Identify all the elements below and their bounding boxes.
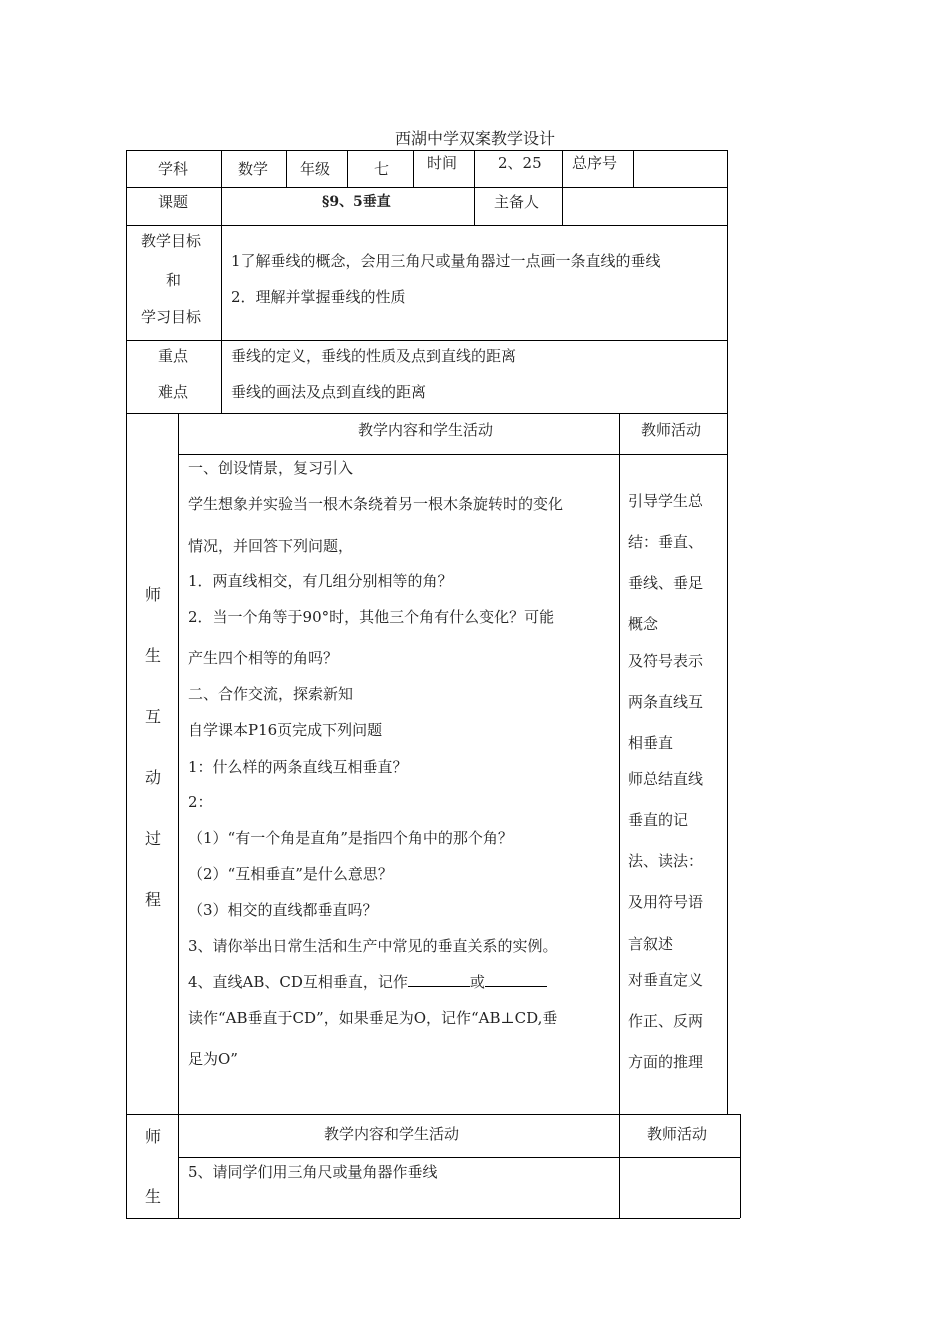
grade-value: 七 bbox=[374, 160, 390, 178]
difficulty-label: 难点 bbox=[158, 383, 189, 401]
teacher-line: 方面的推理 bbox=[628, 1053, 704, 1071]
subject-value: 数学 bbox=[238, 160, 269, 178]
content-line: （3）相交的直线都垂直吗？ bbox=[188, 901, 378, 919]
content-line: 学生想象并实验当一根木条绕着另一根木条旋转时的变化 bbox=[188, 495, 564, 513]
preparer-label: 主备人 bbox=[494, 193, 540, 211]
objective-item: 2．理解并掌握垂线的性质 bbox=[231, 288, 406, 306]
content-line: 2： bbox=[188, 793, 213, 811]
teacher-line: 对垂直定义 bbox=[628, 971, 704, 989]
notation-mid: 或 bbox=[469, 973, 485, 991]
content-line: 二、合作交流，探索新知 bbox=[188, 685, 354, 703]
content-line: 足为O” bbox=[188, 1050, 238, 1068]
content-line: 情况，并回答下列问题， bbox=[188, 537, 354, 555]
content-line: 1：什么样的两条直线互相垂直？ bbox=[188, 758, 408, 776]
content-header: 教学内容和学生活动 bbox=[324, 1125, 460, 1143]
teacher-line: 垂线、垂足 bbox=[628, 574, 704, 592]
side-char: 过 bbox=[145, 829, 162, 848]
key-point-label: 重点 bbox=[158, 347, 189, 365]
content-line: （1）“有一个角是直角”是指四个角中的那个角？ bbox=[188, 829, 513, 847]
teacher-line: 法、读法： bbox=[628, 852, 704, 870]
difficulty-value: 垂线的画法及点到直线的距离 bbox=[231, 383, 427, 401]
content-line: 5、请同学们用三角尺或量角器作垂线 bbox=[188, 1163, 438, 1181]
document-title: 西湖中学双案教学设计 bbox=[394, 129, 555, 148]
teacher-line: 言叙述 bbox=[628, 935, 674, 953]
teacher-header: 教师活动 bbox=[647, 1125, 708, 1143]
grade-label: 年级 bbox=[300, 160, 331, 178]
content-line: 3、请你举出日常生活和生产中常见的垂直关系的实例。 bbox=[188, 937, 558, 955]
content-line: 自学课本P16页完成下列问题 bbox=[188, 721, 383, 739]
topic-value: §9、5垂直 bbox=[322, 194, 391, 210]
content-line: （2）“互相垂直”是什么意思？ bbox=[188, 865, 393, 883]
time-label: 时间 bbox=[427, 154, 458, 172]
side-char: 生 bbox=[145, 1187, 162, 1206]
content-line-notation bbox=[188, 972, 547, 992]
side-char: 师 bbox=[145, 1127, 162, 1146]
teacher-line: 相垂直 bbox=[628, 734, 674, 752]
topic-label: 课题 bbox=[158, 193, 189, 211]
notation-prefix: 4、直线AB、CD互相垂直，记作 bbox=[188, 973, 408, 991]
teacher-line: 概念 bbox=[628, 615, 659, 633]
teacher-line: 结：垂直、 bbox=[628, 533, 704, 551]
subject-label: 学科 bbox=[158, 160, 189, 178]
key-point-value: 垂线的定义，垂线的性质及点到直线的距离 bbox=[231, 347, 517, 365]
teacher-line: 及符号表示 bbox=[628, 652, 704, 670]
side-char: 师 bbox=[145, 585, 162, 604]
content-line: 2．当一个角等于90°时，其他三个角有什么变化？可能 bbox=[188, 608, 555, 626]
objective-item: 1了解垂线的概念，会用三角尺或量角器过一点画一条直线的垂线 bbox=[231, 252, 661, 270]
content-line: 读作“AB垂直于CD”，如果垂足为O，记作“AB⊥CD,垂 bbox=[188, 1009, 558, 1027]
teacher-line: 两条直线互 bbox=[628, 693, 704, 711]
teacher-line: 垂直的记 bbox=[628, 811, 689, 829]
teacher-line: 及用符号语 bbox=[628, 893, 704, 911]
serial-label: 总序号 bbox=[572, 154, 618, 172]
content-line: 1．两直线相交，有几组分别相等的角？ bbox=[188, 572, 453, 590]
content-header: 教学内容和学生活动 bbox=[358, 421, 494, 439]
teacher-line: 引导学生总 bbox=[628, 492, 704, 510]
side-char: 程 bbox=[145, 890, 162, 909]
side-char: 动 bbox=[145, 768, 162, 787]
objectives-label-3: 学习目标 bbox=[141, 308, 202, 326]
side-char: 互 bbox=[145, 707, 162, 726]
teacher-header: 教师活动 bbox=[641, 421, 702, 439]
side-char: 生 bbox=[145, 646, 162, 665]
objectives-label-2: 和 bbox=[166, 271, 182, 289]
content-line: 一、创设情景，复习引入 bbox=[188, 459, 354, 477]
objectives-label-1: 教学目标 bbox=[141, 232, 202, 250]
blank-line bbox=[408, 972, 470, 987]
blank-line bbox=[485, 972, 547, 987]
teacher-line: 作正、反两 bbox=[628, 1012, 704, 1030]
teacher-line: 师总结直线 bbox=[628, 770, 704, 788]
time-value: 2、25 bbox=[498, 154, 542, 172]
content-line: 产生四个相等的角吗？ bbox=[188, 649, 339, 667]
